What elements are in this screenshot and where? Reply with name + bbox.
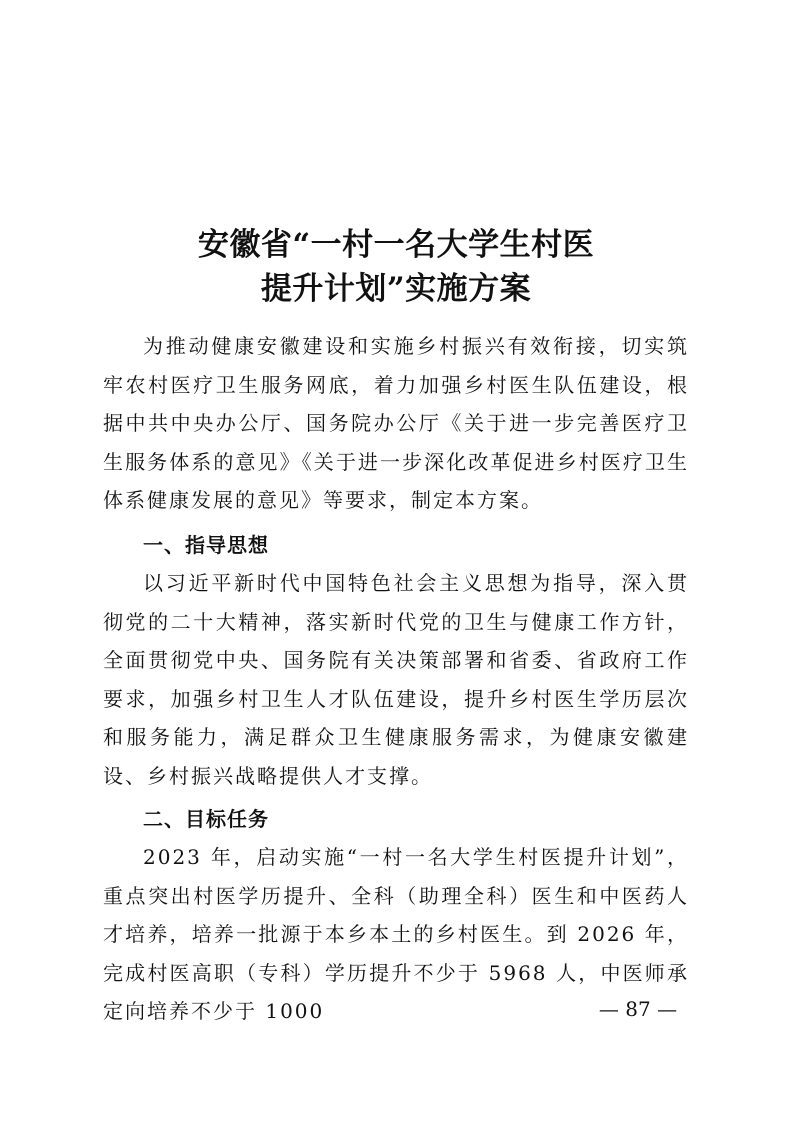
section-2-paragraph: 2023 年，启动实施“一村一名大学生村医提升计划”，重点突出村医学历提升、全科（助理全科）医生和中医药人才培养，培养一批源于本乡本土的乡村医生。到 2026 年，完成村医高职（专科）学历提升不少于 5968 人，中医师承定向培养不少于 1000	[103, 845, 689, 1023]
section-2-heading: 二、目标任务	[143, 807, 269, 831]
section-1-paragraph: 以习近平新时代中国特色社会主义思想为指导，深入贯彻党的二十大精神，落实新时代党的卫生与健康工作方针，全面贯彻党中央、国务院有关决策部署和省委、省政府工作要求，加强乡村卫生人才队伍建设，提升乡村医生学历层次和服务能力，满足群众卫生健康服务需求，为健康安徽建设、乡村振兴战略提供人才支撑。	[103, 571, 689, 788]
section-1-heading: 一、指导思想	[143, 533, 269, 557]
intro-paragraph: 为推动健康安徽建设和实施乡村振兴有效衔接，切实筑牢农村医疗卫生服务网底，着力加强乡村医生队伍建设，根据中共中央办公厅、国务院办公厅《关于进一步完善医疗卫生服务体系的意见》《关于进一步深化改革促进乡村医疗卫生体系健康发展的意见》等要求，制定本方案。	[103, 334, 689, 512]
document-title	[103, 223, 689, 311]
document-page	[103, 0, 689, 1122]
title-line-1: 安徽省“一村一名大学生村医	[197, 226, 595, 263]
title-line-2: 提升计划”实施方案	[260, 270, 532, 307]
page-number: — 87 —	[598, 997, 678, 1021]
